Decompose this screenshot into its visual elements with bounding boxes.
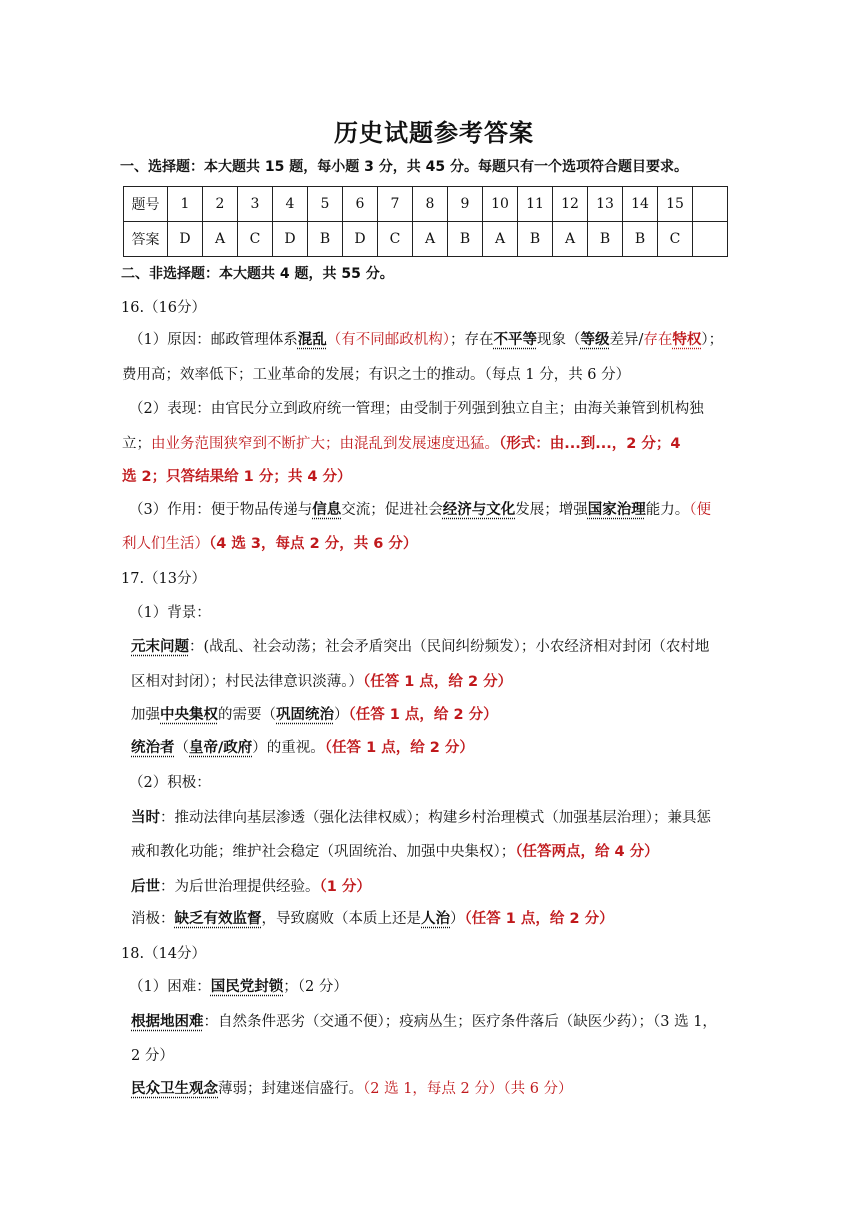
text: 差异/ [609,332,644,348]
q17-positive-line1 [131,807,711,829]
table-cell: B [518,222,553,257]
q16-part2-line1: （2）表现：由官民分立到政府统一管理；由受制于列强到独立自主；由海关兼管到机构独 [129,401,704,417]
q17-positive-line3 [131,876,371,898]
table-cell: B [448,222,483,257]
q16-part1-line1 [129,329,723,351]
q17-positive-line2 [131,841,659,863]
keyword: 民众卫生观念 [131,1081,218,1097]
table-cell: A [413,222,448,257]
table-cell: 7 [378,187,413,222]
keyword: 巩固统治 [276,707,334,723]
q18-heading: 18.（14分） [121,946,207,962]
table-cell: B [588,222,623,257]
scoring-note: （任答 1 点，给 2 分） [363,674,513,690]
keyword: 等级 [580,332,610,348]
text: （1）困难： [129,979,211,995]
text: （1）原因：邮政管理体系 [129,332,298,348]
table-cell: 1 [168,187,203,222]
q17-background-line4 [131,737,474,759]
scoring-note: （任答 1 点，给 2 分） [464,911,614,927]
keyword: 国民党封锁 [210,979,284,995]
q18-part1-line2 [131,1011,717,1033]
text: 戒和教化功能；维护社会稳定（巩固统治、加强中央集权）； [131,844,516,860]
red-note: （便 [689,502,711,518]
text: （ [174,740,189,756]
keyword: 特权 [672,332,702,348]
table-cell-empty [693,222,728,257]
table-row-numbers [124,187,728,222]
table-row-label: 答案 [124,222,168,257]
table-cell: A [553,222,588,257]
table-cell: A [203,222,238,257]
table-cell: 8 [413,187,448,222]
table-cell: 3 [238,187,273,222]
scoring-note: （形式：由...到...，2 分；4 [499,436,681,452]
q16-part2-line3: 选 2；只答结果给 1 分；共 4 分） [122,469,352,485]
text: ：(战乱、社会动荡；社会矛盾突出（民间纠纷频发）；小农经济相对封闭（农村地 [189,639,710,655]
q16-part2-line2 [122,433,681,455]
red-note: （有不同邮政机构） [326,332,450,348]
text: ） [334,707,349,723]
text: 薄弱；封建迷信盛行。 [218,1081,363,1097]
table-cell: A [483,222,518,257]
q17-background-line2 [131,671,512,693]
text: 现象（ [536,332,581,348]
section-1-heading: 一、选择题：本大题共 15 题，每小题 3 分，共 45 分。每题只有一个选项符合题目要求。 [120,159,688,175]
q16-part3-line1 [129,499,711,521]
scoring-note: （1 分） [319,879,371,895]
table-cell: D [273,222,308,257]
table-cell: 14 [623,187,658,222]
table-cell-empty [693,187,728,222]
text: 发展；增强 [515,502,588,518]
q16-part1-line2: 费用高；效率低下；工业革命的发展；有识之士的推动。（每点 1 分，共 6 分） [122,367,631,383]
text: ；存在 [449,332,494,348]
table-cell: 11 [518,187,553,222]
keyword: 国家治理 [587,502,646,518]
q16-part3-line2 [122,533,417,555]
text: 交流；促进社会 [341,502,443,518]
table-cell: 5 [308,187,343,222]
text: 消极： [131,911,175,927]
text: 的需要（ [218,707,276,723]
text: 能力。 [645,502,690,518]
table-cell: C [658,222,693,257]
text: 立； [122,436,151,452]
red-note: 由业务范围狭窄到不断扩大；由混乱到发展速度迅猛。 [151,436,499,452]
q17-negative-line [131,908,614,930]
scoring-note: （任答 1 点，给 2 分） [324,740,474,756]
scoring-note: （任答两点，给 4 分） [515,844,659,860]
q18-part1-line1 [129,976,348,998]
red-note: （2 选 1，每点 2 分）（共 6 分） [363,1081,573,1097]
table-cell: D [343,222,378,257]
table-cell: 10 [483,187,518,222]
table-cell: 12 [553,187,588,222]
q17-part1-label: （1）背景： [129,605,211,621]
q17-background-line3 [131,704,498,726]
keyword: 当时 [131,810,160,826]
keyword: 不平等 [493,332,537,348]
keyword: 经济与文化 [442,502,516,518]
page-title: 历史试题参考答案 [334,119,534,147]
keyword: 统治者 [131,740,175,756]
text: ，导致腐败（本质上还是 [261,911,421,927]
answer-table [123,186,728,257]
table-cell: 6 [343,187,378,222]
table-row-label: 题号 [124,187,168,222]
table-cell: B [623,222,658,257]
q17-heading: 17.（13分） [121,571,207,587]
table-cell: 13 [588,187,623,222]
text: ）的重视。 [252,740,325,756]
q16-heading: 16.（16分） [121,300,207,316]
table-cell: D [168,222,203,257]
table-cell: 9 [448,187,483,222]
scoring-note: （任答 1 点，给 2 分） [348,707,498,723]
keyword: 中央集权 [160,707,218,723]
table-row-answers [124,222,728,257]
keyword: 根据地困难 [131,1014,204,1030]
text: ）； [701,332,724,348]
keyword: 信息 [312,502,342,518]
keyword: 后世 [131,879,160,895]
red-note: 存在 [643,332,673,348]
red-note: 利人们生活） [122,536,209,552]
keyword: 缺乏有效监督 [174,911,262,927]
keyword: 人治 [421,911,450,927]
text: ；（2 分） [283,979,348,995]
text: ） [450,911,465,927]
text: 加强 [131,707,160,723]
table-cell: C [378,222,413,257]
keyword: 皇帝/政府 [189,740,253,756]
scoring-note: （4 选 3，每点 2 分，共 6 分） [209,536,418,552]
section-2-heading: 二、非选择题：本大题共 4 题，共 55 分。 [121,266,394,282]
text: （3）作用：便于物品传递与 [129,502,313,518]
text: ：自然条件恶劣（交通不便）；疫病丛生；医疗条件落后（缺医少药）；（3 选 1， [203,1014,717,1030]
q17-background-line1 [131,636,709,658]
q18-part1-line3: 2 分） [131,1048,174,1064]
text: ：为后世治理提供经验。 [160,879,320,895]
table-cell: 15 [658,187,693,222]
table-cell: 2 [203,187,238,222]
keyword: 元末问题 [131,639,189,655]
keyword: 混乱 [297,332,327,348]
q17-part2-label: （2）积极： [129,775,211,791]
text: 区相对封闭）；村民法律意识淡薄。） [131,674,363,690]
table-cell: B [308,222,343,257]
table-cell: C [238,222,273,257]
text: ：推动法律向基层渗透（强化法律权威）；构建乡村治理模式（加强基层治理）；兼具惩 [160,810,711,826]
table-cell: 4 [273,187,308,222]
q18-part1-line4 [131,1078,573,1100]
